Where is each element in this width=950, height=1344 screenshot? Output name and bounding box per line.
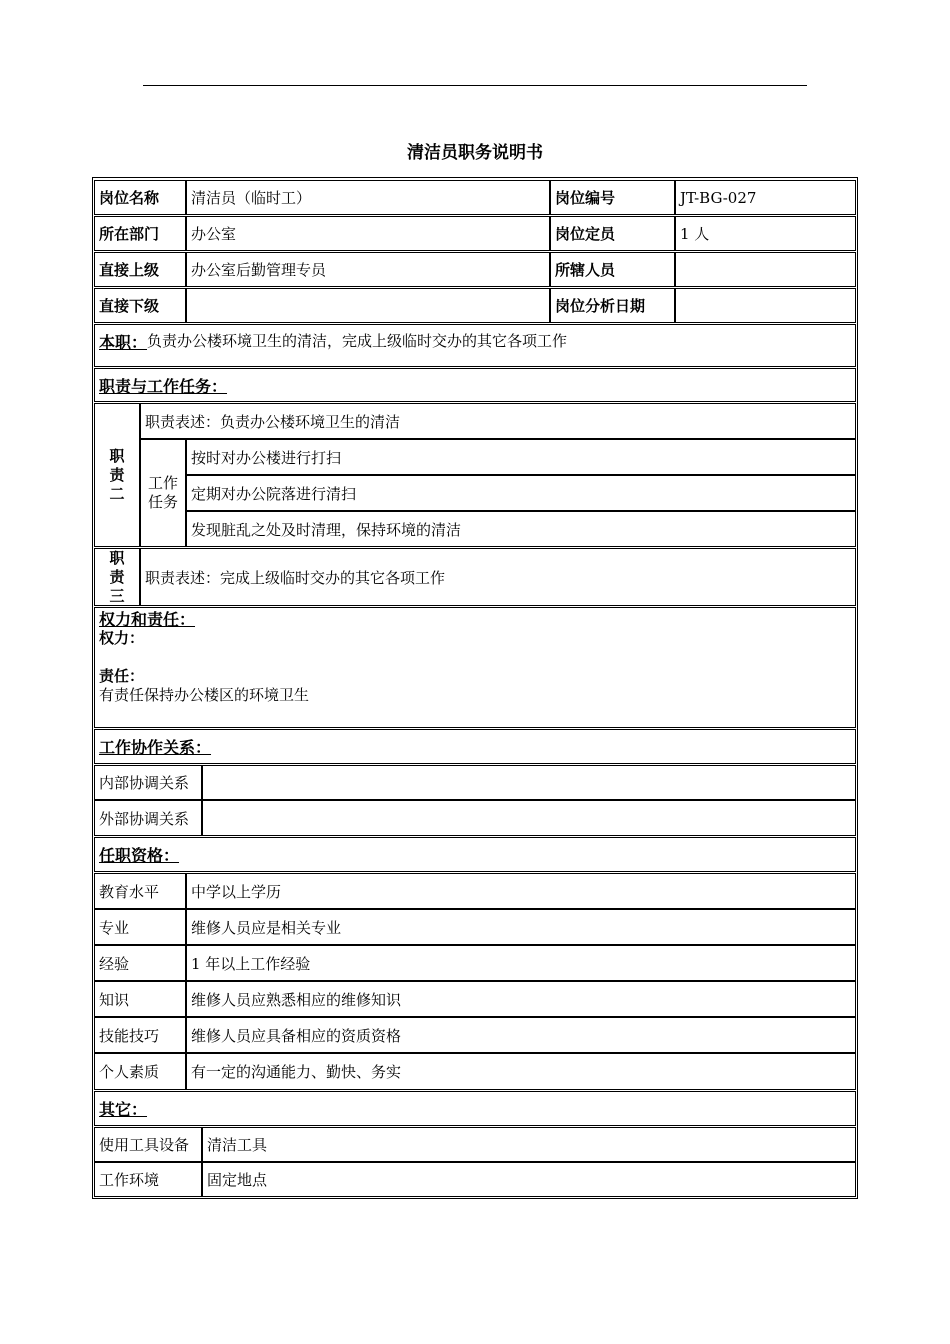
department-label: 所在部门: [94, 216, 186, 251]
headcount-value: 1 人: [675, 216, 856, 251]
qual-value-experience: 1 年以上工作经验: [186, 945, 856, 981]
external-collab-label: 外部协调关系: [94, 800, 202, 836]
qual-label-knowledge: 知识: [94, 981, 186, 1017]
qual-label-education: 教育水平: [94, 873, 186, 909]
internal-collab-value: [202, 765, 856, 800]
position-name-value: 清洁员（临时工）: [186, 180, 550, 215]
duty3-description: 职责表述：完成上级临时交办的其它各项工作: [140, 548, 856, 606]
qualifications-header: 任职资格：: [94, 837, 856, 872]
superior-value: 办公室后勤管理专员: [186, 252, 550, 287]
position-code-value: JT-BG-027: [675, 180, 856, 215]
duty3-label: 职 责 三: [94, 548, 140, 606]
direct-sub-value: [186, 288, 550, 323]
qual-value-knowledge: 维修人员应熟悉相应的维修知识: [186, 981, 856, 1017]
tools-label: 使用工具设备: [94, 1127, 202, 1162]
duty2-description: 职责表述：负责办公楼环境卫生的清洁: [140, 403, 856, 439]
qual-value-skills: 维修人员应具备相应的资质资格: [186, 1017, 856, 1053]
duty2-label: 职 责 二: [94, 403, 140, 547]
qual-label-experience: 经验: [94, 945, 186, 981]
qual-value-major: 维修人员应是相关专业: [186, 909, 856, 945]
direct-sub-label: 直接下级: [94, 288, 186, 323]
power-label: 权力：: [99, 629, 145, 647]
superior-label: 直接上级: [94, 252, 186, 287]
header-rule: [143, 85, 807, 86]
department-value: 办公室: [186, 216, 550, 251]
duty2-task-label: 工作 任务: [140, 439, 186, 547]
position-code-label: 岗位编号: [550, 180, 675, 215]
main-duty-row: [94, 324, 856, 367]
qual-label-major: 专业: [94, 909, 186, 945]
qual-value-education: 中学以上学历: [186, 873, 856, 909]
authority-header: 权力和责任：: [99, 610, 196, 629]
internal-collab-label: 内部协调关系: [94, 765, 202, 800]
analysis-date-value: [675, 288, 856, 323]
qual-label-personal: 个人素质: [94, 1053, 186, 1090]
main-duty-label: 本职：: [99, 333, 148, 352]
subordinates-label: 所辖人员: [550, 252, 675, 287]
position-name-label: 岗位名称: [94, 180, 186, 215]
main-duty-text: 负责办公楼环境卫生的清洁，完成上级临时交办的其它各项工作: [147, 332, 568, 350]
authority-section: [94, 607, 856, 728]
duty2-task-2: 定期对办公院落进行清扫: [186, 475, 856, 511]
responsibility-text: 有责任保持办公楼区的环境卫生: [99, 686, 310, 704]
environment-label: 工作环境: [94, 1162, 202, 1197]
headcount-label: 岗位定员: [550, 216, 675, 251]
qual-value-personal: 有一定的沟通能力、勤快、务实: [186, 1053, 856, 1090]
qual-label-skills: 技能技巧: [94, 1017, 186, 1053]
duty2-task-3: 发现脏乱之处及时清理，保持环境的清洁: [186, 511, 856, 547]
responsibility-label: 责任：: [99, 667, 145, 685]
environment-value: 固定地点: [202, 1162, 856, 1197]
duty2-task-1: 按时对办公楼进行打扫: [186, 439, 856, 475]
collab-header: 工作协作关系：: [94, 729, 856, 764]
duties-header: 职责与工作任务：: [94, 368, 856, 402]
subordinates-value: [675, 252, 856, 287]
document-title: 清洁员职务说明书: [407, 143, 543, 163]
analysis-date-label: 岗位分析日期: [550, 288, 675, 323]
tools-value: 清洁工具: [202, 1127, 856, 1162]
other-header: 其它：: [94, 1091, 856, 1126]
external-collab-value: [202, 800, 856, 836]
